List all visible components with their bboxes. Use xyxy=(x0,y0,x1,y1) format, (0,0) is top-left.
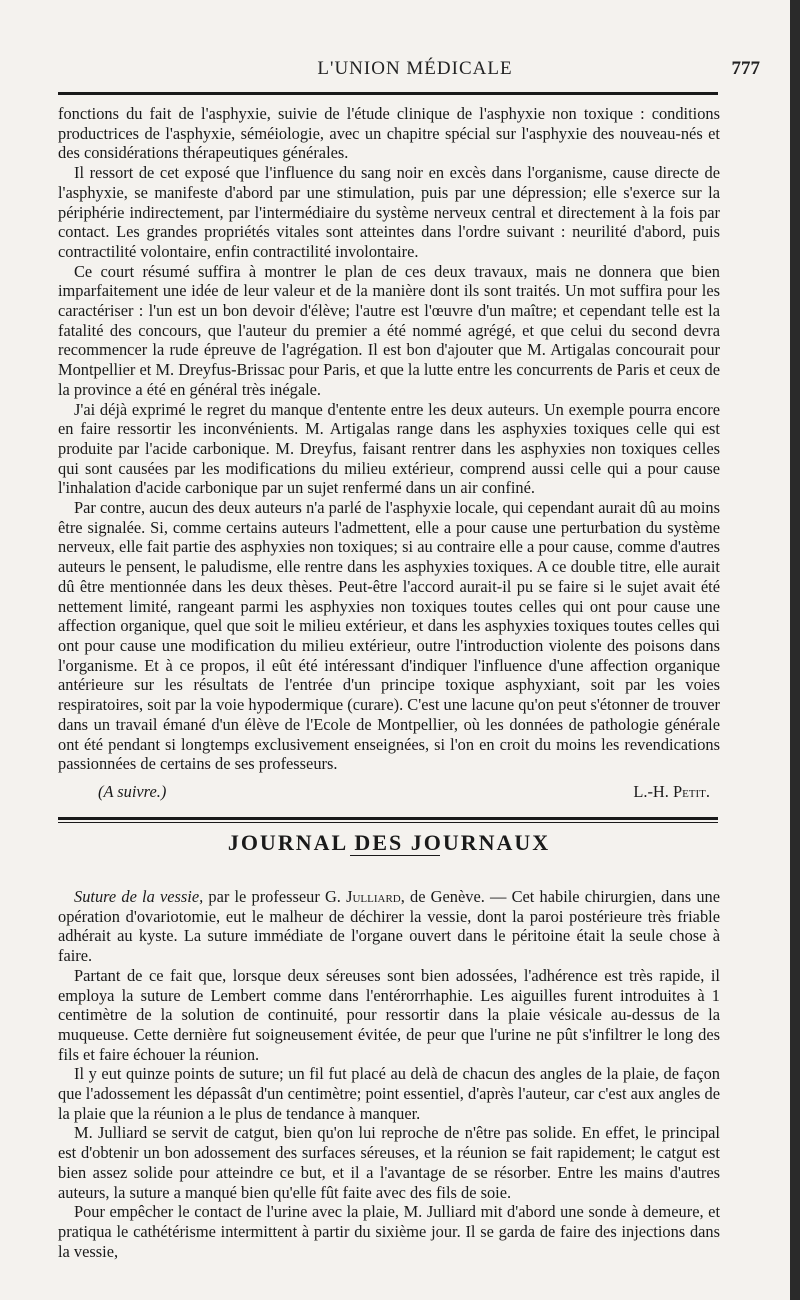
paragraph: fonctions du fait de l'asphyxie, suivie de l'étude clinique de l'asphyxie non toxique : conditions productrices de l'asphyxie, séméiologie, avec un chapitre spécial sur l'asphyxie des nouveau-nés et des considérations thérapeutiques générales. xyxy=(58,104,720,163)
author-initials: L.-H. xyxy=(633,782,669,801)
to-be-continued: (A suivre.) xyxy=(98,782,167,801)
running-title: L'UNION MÉDICALE xyxy=(317,58,513,79)
page-number: 777 xyxy=(731,58,760,79)
section-heading: JOURNAL DES JOURNAUX xyxy=(227,830,551,855)
heading-underline xyxy=(350,855,440,856)
paragraph: Il y eut quinze points de suture; un fil fut placé au delà de chacun des angles de la plaie, de façon que l'adossement les dépassât d'un centimètre; point essentiel, d'après l'auteur, car c'est aux angles de la plaie que la réunion a le plus de tendance à manquer. xyxy=(58,1064,720,1123)
paragraph: Ce court résumé suffira à montrer le plan de ces deux travaux, mais ne donnera que bien imparfaitement une idée de leur valeur et de la manière dont ils sont traités. Un mot suffira pour les caractériser : l'un est un bon devoir d'élève; l'autre est l'œuvre d'un maître; et cependant telle est la fatalité des concours, que l'auteur du premier a été nommé agrégé, et que celui du second devra recommencer la rude épreuve de l'agrégation. Il est bon d'ajouter que M. Artigalas concourait pour Montpellier et M. Dreyfus-Brissac pour Paris, et que la lutte entre les concurrents de Paris et ceux de la province a été en général très inégale. xyxy=(58,261,720,399)
author-signature xyxy=(633,782,710,802)
lead-title: Suture de la vessie, xyxy=(74,887,204,906)
paragraph: M. Julliard se servit de catgut, bien qu'on lui reproche de n'être pas solide. En effet, le principal est d'obtenir un bon adossement des surfaces séreuses, et la réunion se fait rapidement; le catgut est bien assez solide pour atteindre ce but, et il a l'avantage de se résorber. Entre les mains d'autres auteurs, la suture a manqué bien qu'elle fût faite avec des fils de soie. xyxy=(58,1123,720,1202)
article-signature xyxy=(58,782,720,804)
author-surname: Petit. xyxy=(672,782,710,801)
header-rule xyxy=(58,92,718,95)
section-rule-thin xyxy=(58,822,718,823)
paragraph: Par contre, aucun des deux auteurs n'a parlé de l'asphyxie locale, qui cependant aurait dû au moins être signalée. Si, comme certains auteurs l'admettent, elle a pour cause une perturbation du système nerveux, elle fait partie des asphyxies non toxiques; si au contraire elle a pour cause, comme d'autres auteurs le pensent, le paludisme, elle rentre dans les asphyxies toxiques. A ce double titre, elle aurait dû être mentionnée dans les deux thèses. Peut-être l'accord aurait-il pu se faire si le sujet avait été nettement limité, rangeant parmi les asphyxies non toxiques toutes celles qui ont pour cause une affection organique, quel que soit le milieu extérieur, et dans les asphyxies toxiques toutes celles qui ont pour cause une modification du milieu extérieur, outre l'introduction violente des poisons dans l'organisme. Et à ce propos, il eût été intéressant d'indiquer l'influence d'une affection organique antérieure sur les résultats de l'entrée d'un principe toxique asphyxiant, soit par les voies respiratoires, soit par la voie hypodermique (curare). C'est une lacune qu'on peut s'étonner de trouver dans un travail émané d'un élève de l'Ecole de Montpellier, où les données de pathologie générale ont été pendant si longtemps exclusivement enseignées, si l'on en croit du moins les revendications passionnées de certains de ses professeurs. xyxy=(58,498,720,774)
paragraph: Pour empêcher le contact de l'urine avec la plaie, M. Julliard mit d'abord une sonde à demeure, et pratiqua le cathétérisme intermittent à partir du sixième jour. Il se garda de faire des injections dans la vessie, xyxy=(58,1202,720,1261)
running-header xyxy=(60,58,770,82)
lead-rest: , de Genève. — Cet habile chirurgien, dans une opération d'ovariotomie, eut le malheur de déchirer la vessie, dont la paroi postérieure très friable adhérait au kyste. La suture immédiate de l'organe ouvert dans le péritoine était la seule chose à faire. xyxy=(58,887,721,966)
paragraph: Partant de ce fait que, lorsque deux séreuses sont bien adossées, l'adhérence est très rapide, il employa la suture de Lembert comme dans l'entérorrhaphie. Les aiguilles furent introduites à 1 centimètre de la solution de continuité, pour ressortir dans la plaie vésicale au-dessus de la muqueuse. Cette dernière fut soigneusement évitée, de peur que l'urine ne pût s'infiltrer le long des fils et faire échouer la réunion. xyxy=(58,965,720,1064)
paragraph: Il ressort de cet exposé que l'influence du sang noir en excès dans l'organisme, cause directe de l'asphyxie, se manifeste d'abord par une stimulation, puis par une dépression; elle s'exerce sur la périphérie indirectement, par l'intermédiaire du système nerveux central et directement à la fois par contact. Les grandes propriétés vitales sont atteintes dans l'ordre suivant : neurilité d'abord, puis contractilité volontaire, enfin contractilité involontaire. xyxy=(58,163,720,261)
paragraph: J'ai déjà exprimé le regret du manque d'entente entre les deux auteurs. Un exemple pourra encore en faire ressortir les inconvénients. M. Artigalas range dans les asphyxies toxiques celle qui est produite par l'acide carbonique. M. Dreyfus, faisant rentrer dans les asphyxies non toxiques celles qui sont causées par les modifications du milieu extérieur, comprend aussi celle qui a pour cause l'inhalation d'acide carbonique par un sujet renfermé dans un air confiné. xyxy=(58,399,720,498)
lead-author: Julliard xyxy=(346,887,401,906)
article-continuation xyxy=(58,104,720,774)
lead-paragraph xyxy=(58,887,720,966)
journal-section-text xyxy=(58,887,720,1261)
lead-by: par le professeur G. xyxy=(203,887,347,906)
section-rule-thick xyxy=(58,817,718,820)
